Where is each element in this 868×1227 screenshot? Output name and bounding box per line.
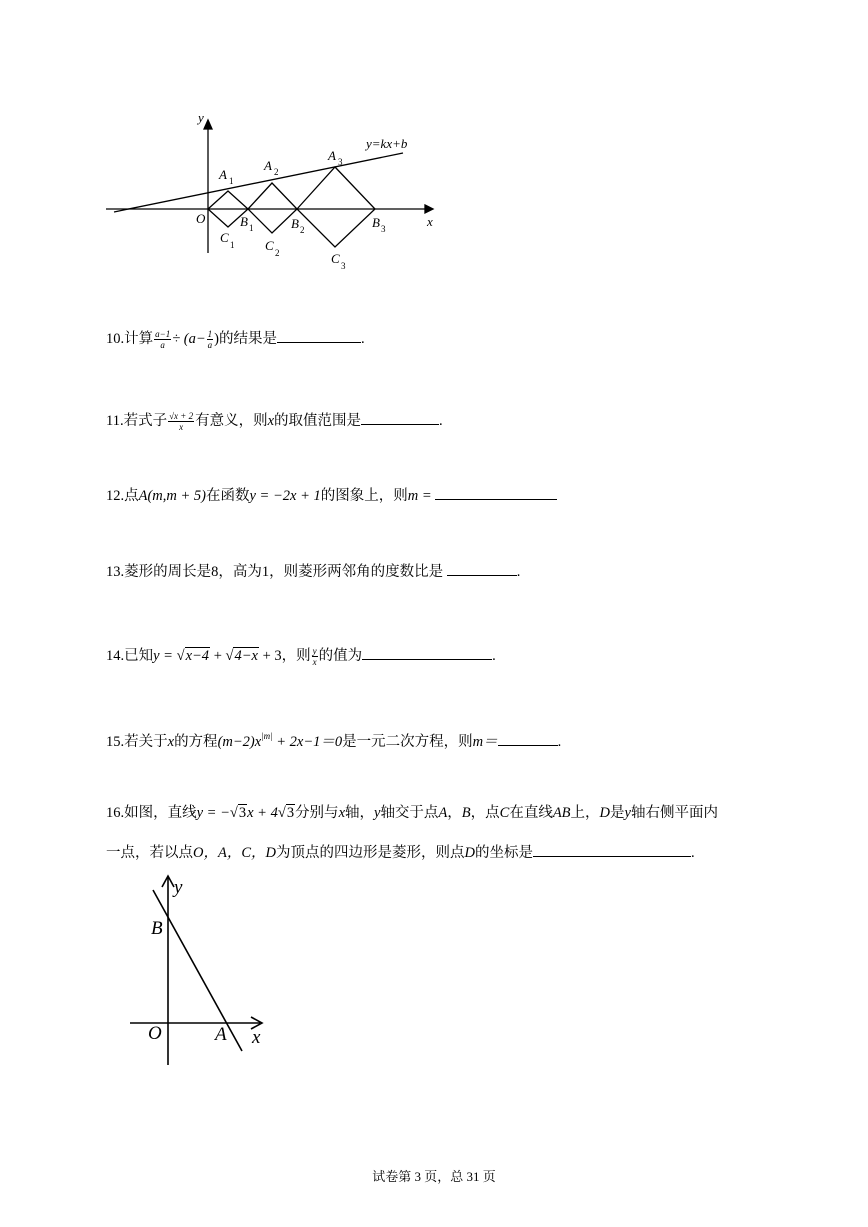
label-B2: B [291,216,299,231]
line-AB [153,890,242,1051]
label-A3: A [328,148,336,163]
figure-rhombus-sequence [100,105,440,275]
label-A2-sub: 2 [274,167,279,177]
answer-blank[interactable] [435,485,557,500]
question-12: 12.点A(m,m + 5)在函数y = −2x + 1的图象上，则m = [106,485,557,506]
y-axis-arrow [204,120,212,129]
y-axis-label: y [198,110,204,125]
answer-blank[interactable] [533,842,691,857]
label-B1: B [240,214,248,229]
line-kx-b [114,153,403,212]
label-B3: B [372,215,380,230]
question-16-line-2: 一点，若以点O，A，C，D为顶点的四边形是菱形，则点D的坐标是 . [106,842,695,863]
label-C3: C [331,251,340,266]
label-A2: A [264,158,272,173]
x-axis-label: x [427,214,433,229]
answer-blank[interactable] [362,645,492,660]
label-C1: C [220,230,229,245]
label-C2-sub: 2 [275,248,280,258]
point-A-label: A [215,1024,227,1045]
square-2 [248,183,297,233]
question-16-line-1: 16.如图，直线y = −√3x + 4√3分别与x轴，y轴交于点A，B，点C在直线AB上，D是y轴右侧平面内 [106,805,718,821]
y-axis-label: y [174,877,183,898]
origin-label: O [148,1023,162,1044]
fraction-a-minus-1-over-a: $\frac{a-1}{a}$ [155,329,171,351]
question-14: 14.已知y = √x−4 + √4−x + 3，则 $\frac{y}{x}$ 的值为 . [106,646,496,668]
label-A1-sub: 1 [229,176,234,186]
line-label: y=kx+b [366,136,408,151]
answer-blank[interactable] [447,561,517,576]
question-13: 13.菱形的周长是8，高为1，则菱形两邻角的度数比是 . [106,561,520,582]
figure-line-axes [125,873,275,1073]
answer-blank[interactable] [361,410,439,425]
answer-blank[interactable] [277,328,361,343]
question-15: 15.若关于x的方程$(m-2)x^{|m|} + 2x-1=0$是一元二次方程，则m＝ . [106,731,562,750]
page-footer: 试卷第 3 页，总 31 页 [372,1169,496,1184]
x-axis-label: x [252,1027,261,1048]
x-axis-arrow [425,205,433,213]
fraction-sqrt-over-x: $\frac{√x + 2}{x}$ [169,411,194,433]
square-3 [297,167,375,247]
fraction-y-over-x: $\frac{y}{x}$ [312,646,317,668]
question-10: 10.计算 $\frac{a-1}{a}$ ÷ (a− $\frac{1}{a}$ )的结果是 . [106,329,365,351]
point-B-label: B [151,918,163,939]
question-11: 11.若式子 $\frac{√x + 2}{x}$ 有意义，则x的取值范围是 . [106,411,443,433]
label-C3-sub: 3 [341,261,346,271]
label-B2-sub: 2 [300,225,305,235]
answer-blank[interactable] [498,731,558,746]
label-C1-sub: 1 [230,240,235,250]
label-B1-sub: 1 [249,223,254,233]
label-A1: A [219,167,227,182]
origin-label: O [196,211,206,226]
label-A3-sub: 3 [338,157,343,167]
label-C2: C [265,238,274,253]
label-B3-sub: 3 [381,224,386,234]
fraction-1-over-a: $\frac{1}{a}$ [207,329,213,351]
